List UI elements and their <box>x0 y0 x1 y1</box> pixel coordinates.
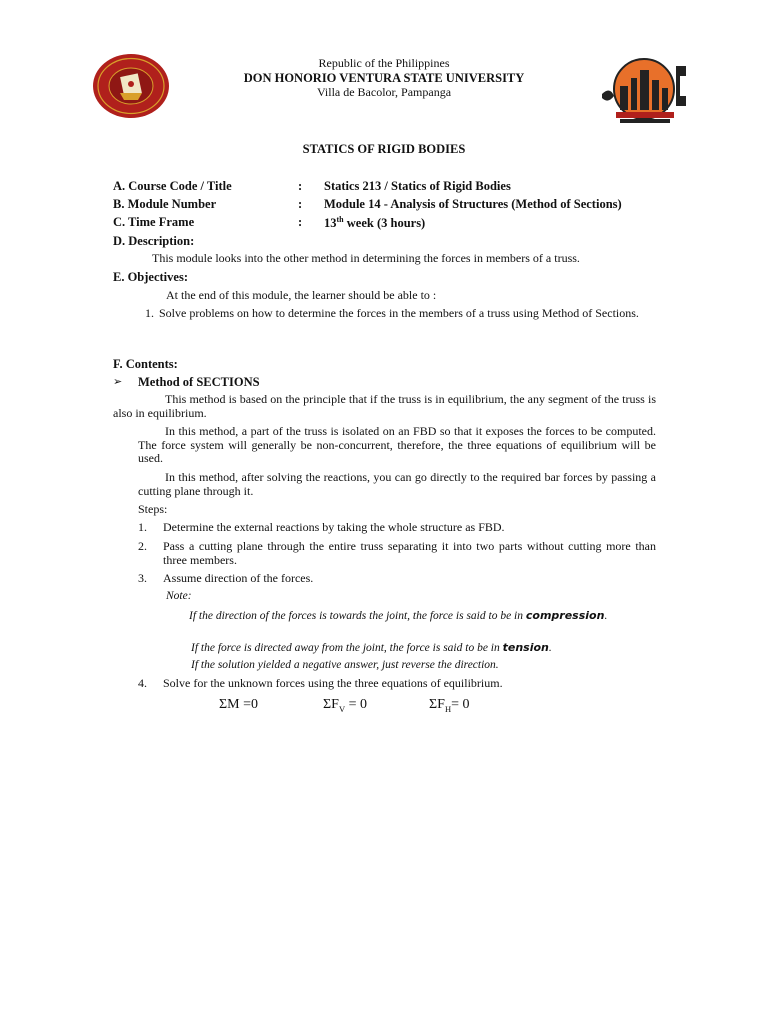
note-compression <box>189 609 656 624</box>
university-address: Villa de Bacolor, Pampanga <box>316 85 452 99</box>
info-colon: : <box>298 179 303 193</box>
method-heading: Method of SECTIONS <box>138 375 260 389</box>
eq-rhs: = 0 <box>451 697 470 712</box>
document-title: STATICS OF RIGID BODIES <box>302 142 466 156</box>
step-number: 4. <box>138 676 147 690</box>
note-period: . <box>604 610 608 622</box>
note-period: . <box>548 642 552 654</box>
objective-number: 1. <box>145 306 154 320</box>
step-number: 3. <box>138 571 147 585</box>
description-heading: D. Description: <box>113 234 195 248</box>
tension-term: tension <box>502 641 549 654</box>
equation-horizontal <box>429 697 469 714</box>
eq-rhs: = 0 <box>345 697 367 712</box>
step-text: Pass a cutting plane through the entire truss separating it into two parts without cutting more than three members. <box>163 539 656 567</box>
note-text: If the force is directed away from the joint, the force is said to be in <box>191 642 500 654</box>
info-value: Statics 213 / Statics of Rigid Bodies <box>324 179 511 193</box>
objectives-heading: E. Objectives: <box>113 270 188 284</box>
info-label: C. Time Frame <box>113 215 195 229</box>
info-colon: : <box>298 197 303 211</box>
step-text: Determine the external reactions by taking the whole structure as FBD. <box>163 520 505 534</box>
eq-symbol: ΣF <box>429 697 445 712</box>
eq-subscript: H <box>444 703 452 714</box>
note-negative: If the solution yielded a negative answer, just reverse the direction. <box>191 659 499 671</box>
contents-heading: F. Contents: <box>113 357 178 371</box>
country-line: Republic of the Philippines <box>318 56 450 70</box>
bullet-arrow-icon: ➢ <box>113 375 123 388</box>
paragraph-3: In this method, after solving the reactions, you can go directly to the required bar forces by passing a cutting plane through it. <box>138 470 656 498</box>
week-suffix: th <box>336 215 344 224</box>
week-number: 13 <box>324 216 337 231</box>
note-label: Note: <box>166 590 192 602</box>
paragraph-2: In this method, a part of the truss is isolated on an FBD so that it exposes the forces to be computed. The force system will generally be non-concurrent, therefore, the three equations of equilibrium will be used. <box>138 424 656 465</box>
info-label: B. Module Number <box>113 197 217 211</box>
description-text: This module looks into the other method in determining the forces in members of a truss. <box>152 251 580 265</box>
eq-subscript: V <box>338 703 346 714</box>
info-colon: : <box>298 215 303 229</box>
equation-moment: ΣM =0 <box>219 697 258 712</box>
steps-label: Steps: <box>138 502 168 516</box>
compression-term: compression <box>525 609 605 622</box>
step-number: 1. <box>138 520 147 534</box>
step-number: 2. <box>138 539 147 553</box>
info-value: Module 14 - Analysis of Structures (Method of Sections) <box>324 197 622 211</box>
document-header <box>0 56 768 100</box>
objectives-intro: At the end of this module, the learner should be able to : <box>166 288 437 302</box>
paragraph-1: This method is based on the principle that if the truss is in equilibrium, the any segment of the truss is also in equilibrium. <box>113 392 656 420</box>
eq-symbol: ΣF <box>323 697 339 712</box>
info-label: A. Course Code / Title <box>113 179 232 193</box>
info-row-module <box>113 197 673 213</box>
step-text: Solve for the unknown forces using the three equations of equilibrium. <box>163 676 503 690</box>
info-row-course <box>113 179 673 195</box>
equation-vertical <box>323 697 367 714</box>
university-name: DON HONORIO VENTURA STATE UNIVERSITY <box>243 70 525 85</box>
step-text: Assume direction of the forces. <box>163 571 314 585</box>
info-value <box>324 215 425 231</box>
note-tension <box>191 641 661 656</box>
week-duration: week (3 hours) <box>343 216 426 231</box>
info-row-time <box>113 215 673 231</box>
objective-text: Solve problems on how to determine the forces in the members of a truss using Method of Sections. <box>159 306 639 320</box>
note-text: If the direction of the forces is towards the joint, the force is said to be in <box>189 610 523 622</box>
